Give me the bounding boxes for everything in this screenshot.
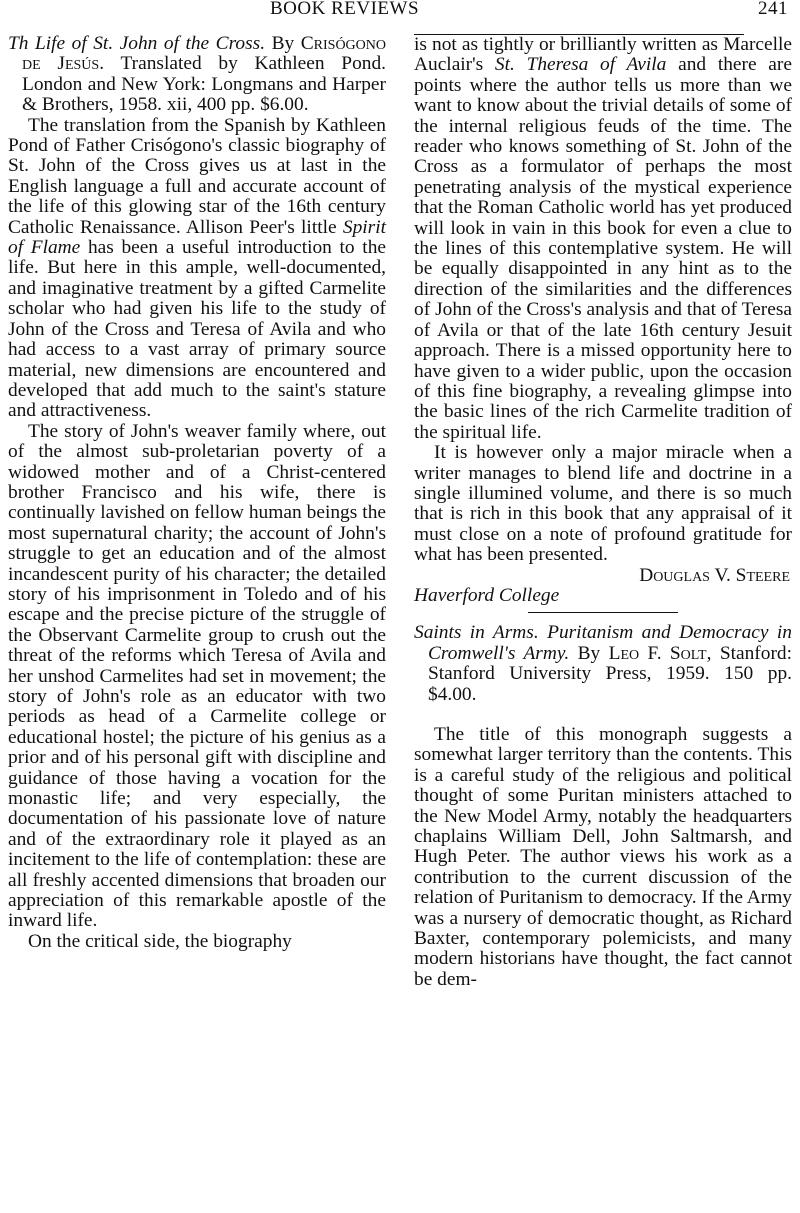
review2-book-title: Saints in Arms. Puritanism and Democracy in Cromwell's Army.	[414, 622, 792, 664]
running-head	[0, 0, 800, 24]
left-column	[8, 34, 386, 952]
review1-p3-italic: St. Theresa of Avila	[494, 54, 667, 76]
review2-heading	[414, 623, 792, 705]
review2-book-details: Stanford: Stanford University Press, 1959. 150 pp. $4.00.	[428, 642, 792, 705]
review1-paragraph-2: The story of John's weaver family where, out of the almost sub-proletarian poverty of a widowed mother and of a Christ-centered brother Francisco and his wife, there is continually lavished on fellow human beings the most supernatural charity; the account of John's struggle to get an education and of the almost incandescent purity of his character; the detailed story of his imprisonment in Toledo and of his escape and the precise picture of the struggle of the Observant Carmelite group to crush out the threat of the reforms which Teresa of Avila and her unshod Carmelites had set in movement; the story of John's role as an educator with two periods as head of a Carmelite college or educational hostel; the picture of his genius as a prior and of his personal gift with discipline and guidance of those having a vocation for the monastic life; and very especially, the documentation of his passionate love of nature and of the extraordinary role it played as an incitement to the life of contemplation: these are all freshly accented dimensions that broaden our appreciation of this remarkable apostle of the inward life.	[8, 420, 386, 932]
review1-book-details: Translated by Kathleen Pond. London and New York: Longmans and Harper & Brothers, 1958. xii, 400 pp. $6.00.	[22, 53, 387, 116]
review2-paragraph-1: The title of this monograph suggests a somewhat larger territory than the contents. This is a careful study of the religious and political thought of some Puritan ministers attached to the New Model Army, notably the headquarters chaplains William Dell, John Saltmarsh, and Hugh Peter. The author views his work as a contribution to the current discussion of the relation of Puritanism to democracy. If the Army was a nursery of democratic thought, as Richard Baxter, contemporary polemicists, and many modern historians have thought, the fact cannot be dem-	[414, 724, 792, 990]
heading-gap	[414, 705, 792, 725]
review1-p3-text-a: is not as tightly or brilliantly written as Marcelle Auclair's	[414, 34, 792, 76]
section-divider	[528, 612, 678, 613]
review1-paragraph-3-start: On the critical side, the biography	[28, 930, 292, 952]
review1-heading	[8, 34, 386, 116]
review1-paragraph-4: It is however only a major miracle when a writer manages to blend life and doctrine in a single illumined volume, and there is so much that is rich in this book that any appraisal of it must close on a note of profound gratitude for what has been presented.	[414, 442, 792, 566]
review1-p1-text-b: has been a useful introduction to the life. But here in this ample, well-documented, and imaginative treatment by a gifted Carmelite scholar who had given his life to the study of John of the Cross and Teresa of Avila and who had access to a vast array of primary source material, new dimensions are encountered and developed that add much to the saint's stature and attractiveness.	[8, 237, 386, 422]
review1-paragraph-1	[8, 116, 386, 422]
review1-p1-italic: Spirit of Flame	[8, 216, 386, 259]
review1-by: By	[271, 33, 295, 54]
review1-book-title: Th Life of St. John of the Cross.	[8, 33, 266, 54]
review1-affiliation: Haverford College	[414, 584, 560, 606]
review2-book-author: Leo F. Solt,	[608, 642, 712, 664]
review1-book-author: Crisógono de Jesús.	[22, 33, 386, 75]
page-number: 241	[758, 0, 788, 19]
review1-p3-text-b: and there are points where the author tells us more than we want to know about the trivial details of some of the internal religious feuds of the time. The reader who knows something of St. John of the Cross as a formulator of perhaps the most penetrating analysis of the mystical experience that the Roman Catholic world has yet produced will look in vain in this book for even a clue to the lines of this contemplative system. He will be equally disappointed in any hint as to the direction of the similarities and the differences of John of the Cross's analysis and that of Teresa of Avila or that of the late 16th century Jesuit approach. There is a missed opportunity here to have given to a wider public, upon the occasion of this fine biography, a revealing glimpse into the basic lines of the rich Carmelite tradition of the spiritual life.	[414, 54, 792, 443]
running-title: BOOK REVIEWS	[270, 0, 420, 19]
review1-p1-text-a: The translation from the Spanish by Kathleen Pond of Father Crisógono's classic biography of St. John of the Cross gives us at last in the English language a full and accurate account of the life of this glowing star of the 16th century Catholic Renaissance. Allison Peer's little	[8, 114, 386, 238]
review2-by: By	[577, 642, 601, 664]
review1-reviewer: Douglas V. Steere	[639, 564, 790, 586]
review1-paragraph-3-continued	[414, 35, 792, 443]
right-column	[414, 34, 792, 990]
